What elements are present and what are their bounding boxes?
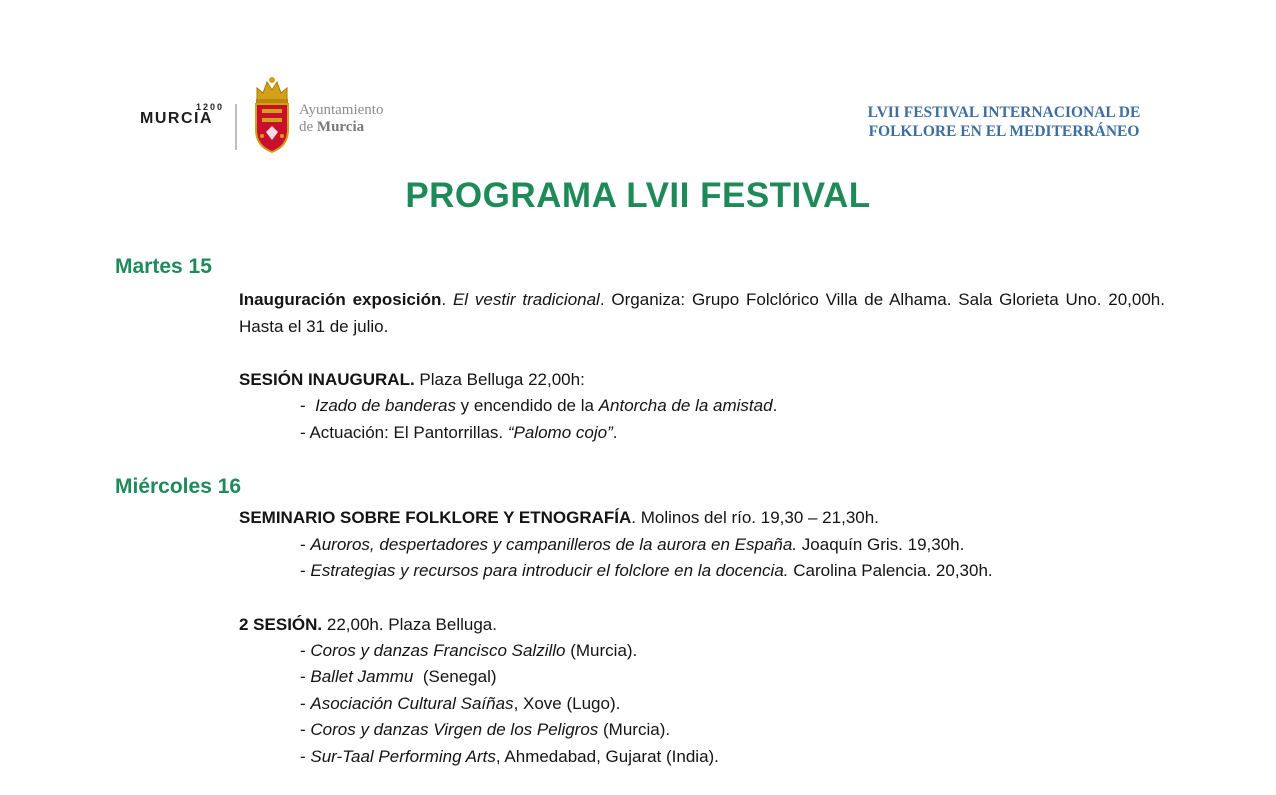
list-item: - Coros y danzas Francisco Salzillo (Murcia).: [300, 641, 638, 660]
opening-session-heading: SESIÓN INAUGURAL. Plaza Belluga 22,00h:: [239, 370, 585, 389]
coat-of-arms-icon: [249, 74, 295, 154]
exhibition-paragraph: Inauguración exposición. El vestir tradicional. Organiza: Grupo Folclórico Villa de Alhama. Sala Glorieta Uno. 20,00h. Hasta el 31 de julio.: [239, 290, 1165, 336]
list-item: - Actuación: El Pantorrillas. “Palomo cojo”.: [300, 423, 618, 442]
festival-title-line1: LVII FESTIVAL INTERNACIONAL DE: [867, 104, 1141, 121]
seminar-heading: SEMINARIO SOBRE FOLKLORE Y ETNOGRAFÍA. Molinos del río. 19,30 – 21,30h.: [239, 508, 879, 527]
list-item: - Auroros, despertadores y campanilleros de la aurora en España. Joaquín Gris. 19,30h.: [300, 535, 965, 554]
festival-title: [838, 103, 1170, 141]
list-item: - Asociación Cultural Saíñas, Xove (Lugo).: [300, 694, 621, 713]
list-item: - Sur-Taal Performing Arts, Ahmedabad, Gujarat (India).: [300, 747, 719, 766]
ayuntamiento-line1: Ayuntamiento: [299, 102, 384, 118]
murcia-1200-logo: [138, 102, 226, 128]
ayuntamiento-text: [299, 102, 383, 136]
logo-word: MURCIA: [140, 110, 213, 127]
page-title: PROGRAMA LVII FESTIVAL: [405, 176, 871, 215]
list-item: - Estrategias y recursos para introducir el folclore en la docencia. Carolina Palencia. 20,30h.: [300, 561, 993, 580]
festival-title-line2: FOLKLORE EN EL MEDITERRÁNEO: [868, 123, 1140, 140]
list-item: - Izado de banderas y encendido de la Antorcha de la amistad.: [300, 396, 778, 415]
logo-divider: [235, 104, 237, 150]
list-item: - Ballet Jammu (Senegal): [300, 667, 497, 686]
second-session-heading: 2 SESIÓN. 22,00h. Plaza Belluga.: [239, 615, 497, 634]
list-item: - Coros y danzas Virgen de los Peligros (Murcia).: [300, 720, 671, 739]
day-heading-martes: Martes 15: [115, 255, 212, 278]
day-heading-miercoles: Miércoles 16: [115, 475, 242, 498]
logo-number: 1200: [195, 102, 224, 112]
ayuntamiento-line2: de Murcia: [299, 119, 365, 135]
